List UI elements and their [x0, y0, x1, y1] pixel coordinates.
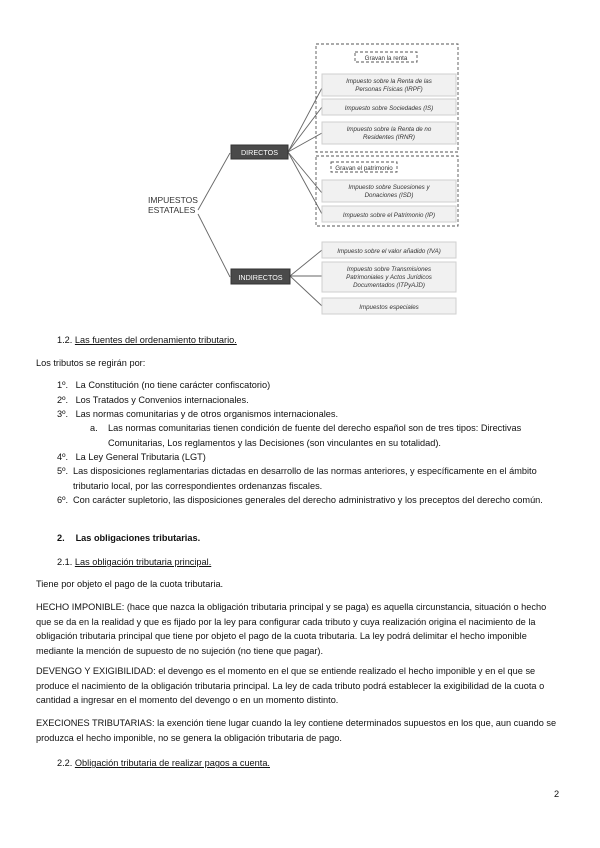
indirectos-item-itp-l3: Documentados (ITPyAJD)	[353, 282, 425, 289]
indirectos-item-itp-l1: Impuesto sobre Transmisiones	[346, 266, 432, 273]
sub-a-label: a.	[90, 423, 98, 433]
intro-text: Los tributos se regirán por:	[36, 358, 146, 368]
source-number: 4º.	[57, 452, 69, 462]
section-2-1-heading	[57, 556, 211, 568]
renta-group-label: Gravan la renta	[364, 55, 408, 62]
renta-item-irpf-l2: Personas Físicas (IRPF)	[355, 86, 423, 93]
section-2-heading	[57, 532, 200, 544]
section-number: 2.	[57, 533, 65, 543]
indirectos-label: INDIRECTOS	[238, 273, 283, 282]
source-number: 6º.	[57, 495, 69, 505]
paragraph-exenciones: EXECIONES TRIBUTARIAS: la exención tiene lugar cuando la ley contiene determinados supuestos en los que, aun cuando se produzca el hecho imponible, no se genera la obligación tributaria de pago.	[36, 718, 557, 743]
source-text: Las normas comunitarias y de otros organismos internacionales.	[75, 409, 339, 419]
sub-a-text: Las normas comunitarias tienen condición de fuente del derecho español son de tres tipos: Directivas Comunitarias, Los reglamentos y las Decisiones (son vinculantes en su totalidad).	[108, 423, 522, 448]
section-number: 1.2.	[57, 335, 73, 345]
section-number: 2.2.	[57, 758, 73, 768]
renta-item-is: Impuesto sobre Sociedades (IS)	[344, 105, 434, 112]
tax-diagram	[0, 0, 600, 320]
patrimonio-group-label: Gravan el patrimonio	[335, 165, 393, 172]
root-label-line-1: IMPUESTOS	[148, 195, 198, 205]
source-item-4	[57, 451, 206, 463]
section-title: Las fuentes del ordenamiento tributario.	[74, 335, 237, 345]
renta-item-irnr-l2: Residentes (IRNR)	[363, 134, 415, 141]
renta-item-irpf-l1: Impuesto sobre la Renta de las	[346, 78, 432, 85]
indirectos-item-especiales: Impuestos especiales	[359, 304, 419, 311]
source-text: La Ley General Tributaria (LGT)	[75, 452, 206, 462]
paragraph-objeto: Tiene por objeto el pago de la cuota tributaria.	[36, 579, 224, 589]
source-number: 1º.	[57, 380, 69, 390]
patrimonio-item-isd-l1: Impuesto sobre Sucesiones y	[348, 184, 430, 191]
indirectos-item-iva: Impuesto sobre el valor añadido (IVA)	[337, 248, 441, 255]
root-label-line-2: ESTATALES	[148, 205, 196, 215]
paragraph-devengo: DEVENGO Y EXIGIBILIDAD: el devengo es el momento en el que se entiende realizado el hecho imponible y en el que se produce el nacimiento de la obligación tributaria principal. La ley de cada tributo podrá establecer la exigibilidad de la cuota o cantidad a ingresar en el momento del devengo o en un momento distinto.	[36, 666, 545, 706]
source-number: 5º.	[57, 466, 69, 476]
patrimonio-item-ip: Impuesto sobre el Patrimonio (IP)	[342, 212, 436, 219]
section-2-2-heading	[57, 757, 270, 769]
renta-item-irnr-l1: Impuesto sobre la Renta de no	[346, 126, 432, 133]
section-1-2-heading	[57, 334, 237, 346]
source-number: 3º.	[57, 409, 69, 419]
source-item-1	[57, 379, 270, 391]
source-text: Las disposiciones reglamentarias dictadas en desarrollo de las normas anteriores, y específicamente en el ámbito tributario local, por las correspondientes ordenanzas fiscales.	[73, 466, 537, 491]
source-number: 2º.	[57, 395, 69, 405]
section-title: Obligación tributaria de realizar pagos a cuenta.	[74, 758, 270, 768]
section-title: Las obligaciones tributarias.	[75, 533, 201, 543]
source-item-3	[57, 408, 338, 420]
source-text: Los Tratados y Convenios internacionales.	[75, 395, 249, 405]
paragraph-hecho-imponible: HECHO IMPONIBLE: (hace que nazca la obligación tributaria principal y se paga) es aquella circunstancia, situación o hecho que se da en la realidad y que es fijado por la ley para configurar cada tributo y cuya realización origina el nacimiento de la obligación tributaria principal que tiene por objeto el pago de la cuota tributaria. La ley podrá delimitar el hecho imponible mediante la mención de supuesto de no sujeción (no tiene que pagar).	[36, 602, 547, 656]
section-title: Las obligación tributaria principal.	[74, 557, 212, 567]
section-number: 2.1.	[57, 557, 73, 567]
directos-label: DIRECTOS	[240, 148, 279, 157]
patrimonio-item-isd-l2: Donaciones (ISD)	[364, 192, 414, 199]
source-text: La Constitución (no tiene carácter confiscatorio)	[75, 380, 271, 390]
source-item-2	[57, 394, 249, 406]
page-number: 2	[554, 789, 560, 799]
indirectos-item-itp-l2: Patrimoniales y Actos Jurídicos	[346, 274, 432, 281]
source-text: Con carácter supletorio, las disposiciones generales del derecho administrativo y los preceptos del derecho común.	[73, 495, 543, 505]
